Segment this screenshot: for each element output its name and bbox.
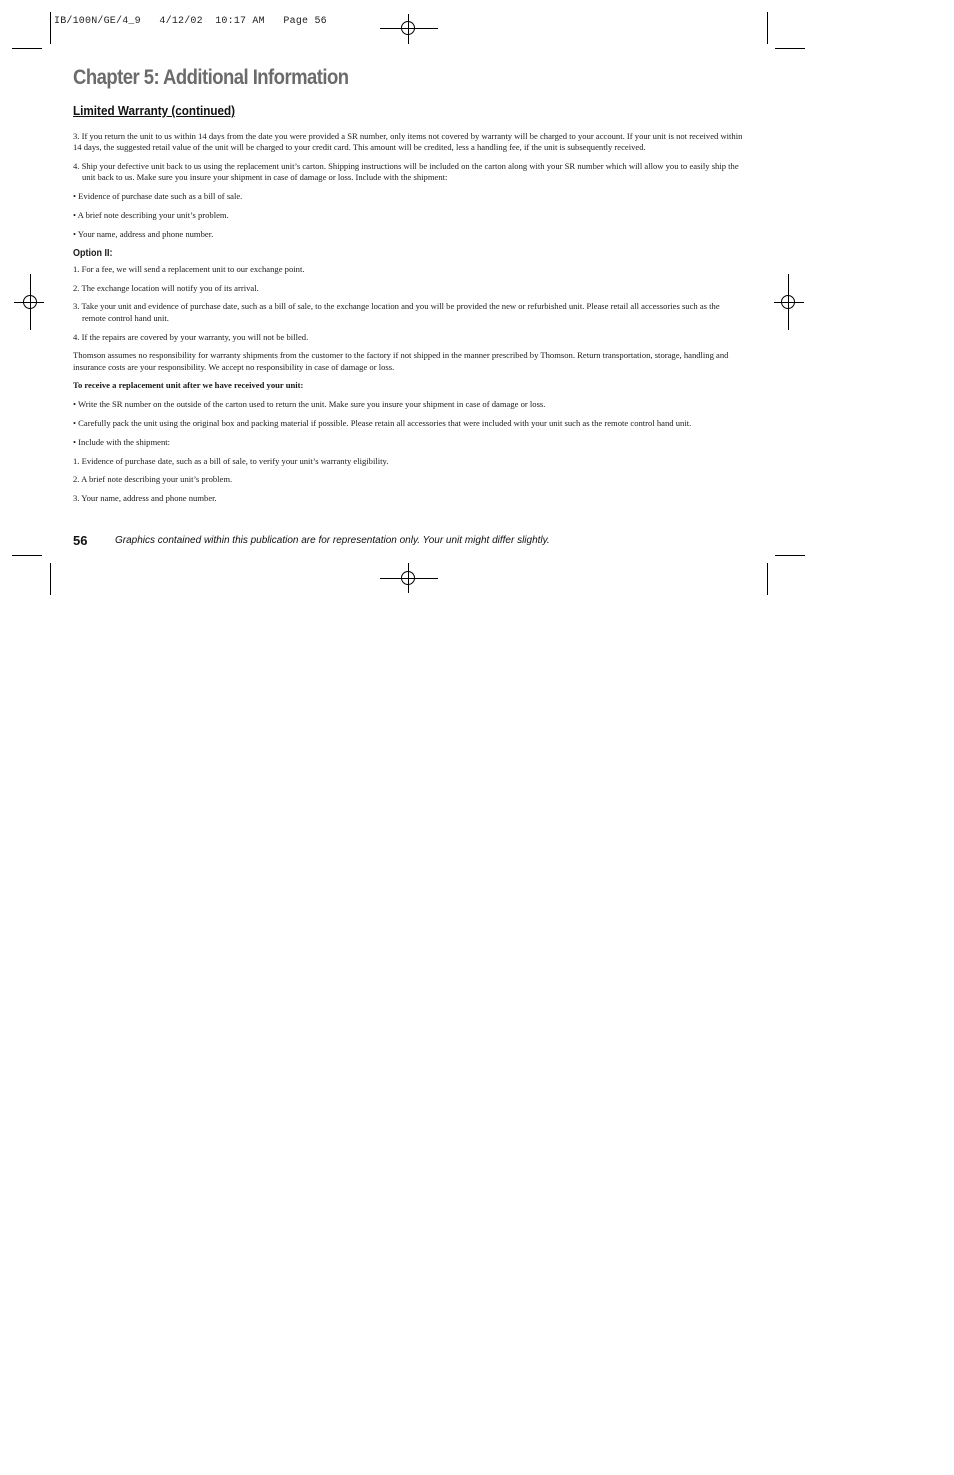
list-item: 4. If the repairs are covered by your warranty, you will not be billed. [73, 331, 309, 342]
crop-mark [12, 48, 42, 49]
list-item: 2. A brief note describing your unit’s problem. [73, 474, 233, 485]
paragraph: Thomson assumes no responsibility for warranty shipments from the customer to the factory if not shipped in the manner prescribed by Thomson. Return transportation, storage, handling and insurance costs are your responsibility. We accept no responsibility in case of damage or loss. [73, 350, 729, 372]
chapter-title: Chapter 5: Additional Information [73, 66, 349, 89]
list-item: 3. Your name, address and phone number. [73, 493, 217, 504]
print-slug: IB/100N/GE/4_9 4/12/02 10:17 AM Page 56 [54, 16, 327, 27]
list-item: • Write the SR number on the outside of the carton used to return the unit. Make sure you insure your shipment in case of damage or loss. [73, 399, 546, 410]
list-item: 1. Evidence of purchase date, such as a bill of sale, to verify your unit’s warranty eligibility. [73, 455, 389, 466]
list-item: • Include with the shipment: [73, 436, 171, 447]
registration-target-icon [401, 571, 415, 585]
footer-note: Graphics contained within this publication are for representation only. Your unit might differ slightly. [115, 535, 550, 546]
list-item: • A brief note describing your unit’s problem. [73, 209, 229, 220]
page-number: 56 [73, 533, 88, 548]
crop-mark [50, 12, 51, 44]
paragraph: 4. Ship your defective unit back to us using the replacement unit’s carton. Shipping instructions will be included on the carton along with your SR number which will allow you to easily ship the unit back to us. Make sure you insure your shipment in case of damage or loss. Include with the shipment: [73, 161, 739, 183]
crop-mark [767, 12, 768, 44]
list-item: 2. The exchange location will notify you of its arrival. [73, 282, 259, 293]
registration-target-icon [23, 295, 37, 309]
option-heading: Option II: [73, 247, 113, 259]
subheading: To receive a replacement unit after we have received your unit: [73, 380, 304, 391]
paragraph: 3. If you return the unit to us within 14 days from the date you were provided a SR number, only items not covered by warranty will be charged to your account. If your unit is not received within 14 days, the suggested retail value of the unit will be charged to your credit card. This amount will be credited, less a handling fee, if the unit is subsequently received. [73, 131, 743, 153]
crop-mark [767, 563, 768, 595]
registration-target-icon [401, 21, 415, 35]
list-item: • Evidence of purchase date such as a bill of sale. [73, 191, 243, 202]
crop-mark [775, 48, 805, 49]
warranty-body [73, 131, 743, 512]
crop-mark [12, 555, 42, 556]
list-item: 3. Take your unit and evidence of purchase date, such as a bill of sale, to the exchange location and you will be provided the new or refurbished unit. Please retail all accessories such as the remote control hand unit. [73, 301, 720, 323]
registration-target-icon [781, 295, 795, 309]
list-item: 1. For a fee, we will send a replacement unit to our exchange point. [73, 263, 305, 274]
crop-mark [775, 555, 805, 556]
section-title: Limited Warranty (continued) [73, 103, 236, 118]
list-item: • Your name, address and phone number. [73, 228, 214, 239]
list-item: • Carefully pack the unit using the original box and packing material if possible. Please retain all accessories that were included with your unit such as the remote control hand unit. [73, 418, 692, 429]
crop-mark [50, 563, 51, 595]
